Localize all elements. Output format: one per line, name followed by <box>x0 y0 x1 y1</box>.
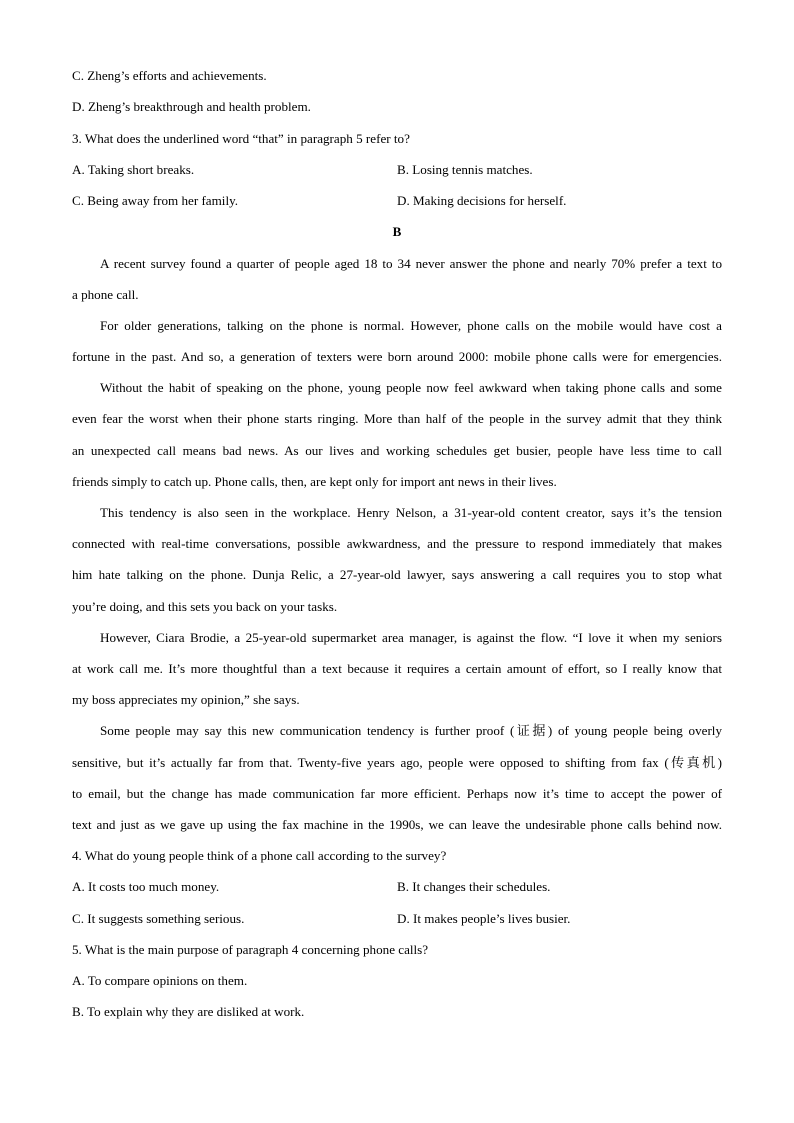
passage-line: an unexpected call means bad news. As our lives and working schedules get busier, people have less time to call <box>72 443 722 458</box>
passage-line: This tendency is also seen in the workplace. Henry Nelson, a 31-year-old content creator, says it’s the tension <box>100 505 722 520</box>
q2-option-c: C. Zheng’s efforts and achievements. <box>72 68 267 83</box>
q3-option-b: B. Losing tennis matches. <box>397 162 533 177</box>
passage-line: friends simply to catch up. Phone calls, then, are kept only for import ant news in their lives. <box>72 474 557 489</box>
q4-option-b: B. It changes their schedules. <box>397 879 551 894</box>
passage-line: my boss appreciates my opinion,” she says. <box>72 692 300 707</box>
passage-line: However, Ciara Brodie, a 25-year-old supermarket area manager, is against the flow. “I love it when my seniors <box>100 630 722 645</box>
q5-option-a: A. To compare opinions on them. <box>72 973 248 988</box>
passage-line: text and just as we gave up using the fax machine in the 1990s, we can leave the undesirable phone calls behind now. <box>72 817 722 832</box>
q4-question: 4. What do young people think of a phone call according to the survey? <box>72 848 447 863</box>
passage-line: Without the habit of speaking on the phone, young people now feel awkward when taking phone calls and some <box>100 380 722 395</box>
q5-question: 5. What is the main purpose of paragraph 4 concerning phone calls? <box>72 942 429 957</box>
passage-line: you’re doing, and this sets you back on your tasks. <box>72 599 338 614</box>
q3-option-d: D. Making decisions for herself. <box>397 193 567 208</box>
q3-question: 3. What does the underlined word “that” in paragraph 5 refer to? <box>72 131 410 146</box>
passage-line: fortune in the past. And so, a generation of texters were born around 2000: mobile phone calls were for emergencies. <box>72 349 722 364</box>
q4-option-c: C. It suggests something serious. <box>72 911 245 926</box>
q3-option-c: C. Being away from her family. <box>72 193 239 208</box>
passage-line: sensitive, but it’s actually far from that. Twenty-five years ago, people were opposed to shifting from fax (传真机) <box>72 755 722 770</box>
passage-line: him hate talking on the phone. Dunja Relic, a 27-year-old lawyer, says answering a call requires you to stop what <box>72 567 722 582</box>
section-heading: B <box>392 224 402 239</box>
passage-line: Some people may say this new communication tendency is further proof (证据) of young people being overly <box>100 723 722 738</box>
passage-line: at work call me. It’s more thoughtful than a text because it requires a certain amount of effort, so I really know that <box>72 661 722 676</box>
passage-line: A recent survey found a quarter of people aged 18 to 34 never answer the phone and nearly 70% prefer a text to <box>100 256 722 271</box>
passage-line: a phone call. <box>72 287 139 302</box>
q3-option-a: A. Taking short breaks. <box>72 162 195 177</box>
passage-line: even fear the worst when their phone starts ringing. More than half of the people in the survey admit that they think <box>72 411 722 426</box>
passage-line: connected with real-time conversations, possible awkwardness, and the pressure to respond immediately that makes <box>72 536 722 551</box>
passage-line: to email, but the change has made communication far more efficient. Perhaps now it’s time to accept the power of <box>72 786 722 801</box>
q4-option-d: D. It makes people’s lives busier. <box>397 911 571 926</box>
q4-option-a: A. It costs too much money. <box>72 879 220 894</box>
q2-option-d: D. Zheng’s breakthrough and health problem. <box>72 99 311 114</box>
passage-line: For older generations, talking on the phone is normal. However, phone calls on the mobile would have cost a <box>100 318 722 333</box>
q5-option-b: B. To explain why they are disliked at work. <box>72 1004 305 1019</box>
